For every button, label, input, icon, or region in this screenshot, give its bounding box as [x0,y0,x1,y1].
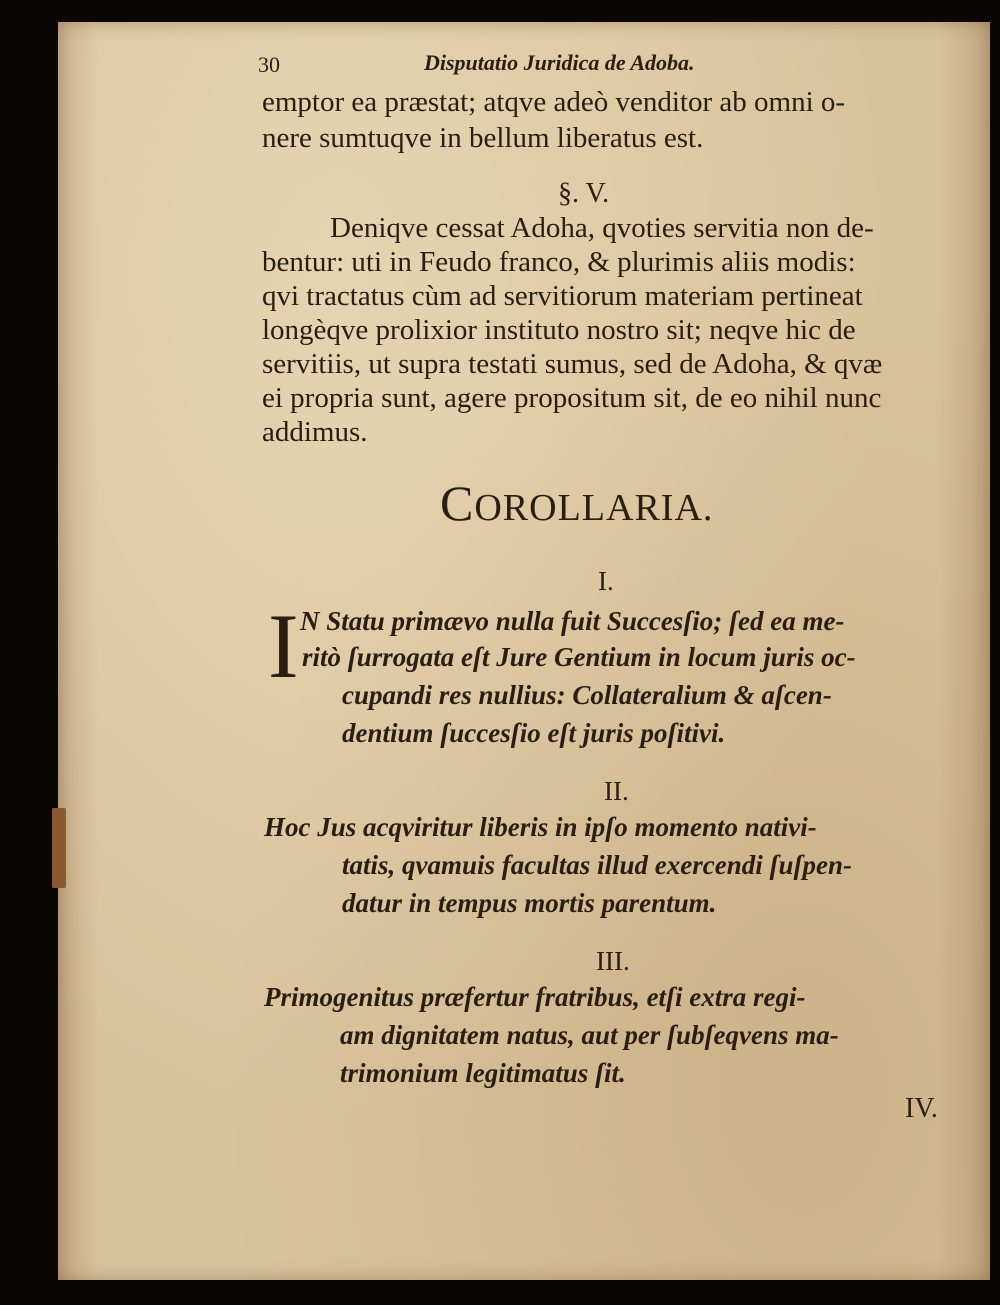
paragraph-2-line-3: qvi tractatus cùm ad servitiorum materiam pertineat [262,280,863,312]
corollary-3-line-1: Primogenitus præfertur fratribus, etſi extra regi- [264,982,806,1012]
paragraph-2-line-6: ei propria sunt, agere propositum sit, de eo nihil nunc [262,382,882,414]
paragraph-1-line-2: nere sumtuqve in bellum liberatus est. [262,122,704,154]
paragraph-2-line-2: bentur: uti in Feudo franco, & plurimis aliis modis: [262,246,856,278]
corollaria-heading-initial: C [440,475,475,531]
corollary-1-numeral: I. [598,566,614,596]
section-heading: §. V. [558,178,610,209]
paragraph-1-line-1: emptor ea præstat; atqve adeò venditor ab omni o- [262,86,846,118]
paragraph-2-line-1: Deniqve cessat Adoha, qvoties servitia non de- [330,212,874,244]
corollary-2-line-3: datur in tempus mortis parentum. [342,888,717,918]
corollary-2-line-1: Hoc Jus acqviritur liberis in ipſo momento nativi- [264,812,817,842]
corollary-1-line-1: N Statu primævo nulla fuit Succesſio; ſed ea me- [300,606,845,636]
corollary-2-line-2: tatis, qvamuis facultas illud exercendi ſuſpen- [342,850,852,880]
corollary-1-line-3: cupandi res nullius: Collateralium & aſcen- [342,680,832,710]
corollaria-heading [440,474,713,532]
running-title: Disputatio Juridica de Adoba. [424,50,695,75]
corollary-3-numeral: III. [596,946,630,976]
corollaria-heading-rest: OROLLARIA. [474,487,714,529]
paragraph-2-line-5: servitiis, ut supra testati sumus, sed de Adoha, & qvæ [262,348,883,380]
corollary-3-line-2: am dignitatem natus, aut per ſubſeqvens ma- [340,1020,839,1050]
catchword: IV. [905,1093,938,1124]
corollary-1-line-4: dentium ſuccesſio eſt juris poſitivi. [342,718,726,748]
page-tab-marker [52,808,66,888]
paragraph-2-line-7: addimus. [262,416,368,448]
corollary-3-line-3: trimonium legitimatus ſit. [340,1058,626,1088]
corollary-1-line-2: ritò ſurrogata eſt Jure Gentium in locum juris oc- [302,642,856,672]
corollary-1-dropcap: I [268,595,299,697]
page-number: 30 [258,52,280,77]
paragraph-2-line-4: longèqve prolixior instituto nostro sit; neqve hic de [262,314,856,346]
corollary-2-numeral: II. [604,776,629,806]
